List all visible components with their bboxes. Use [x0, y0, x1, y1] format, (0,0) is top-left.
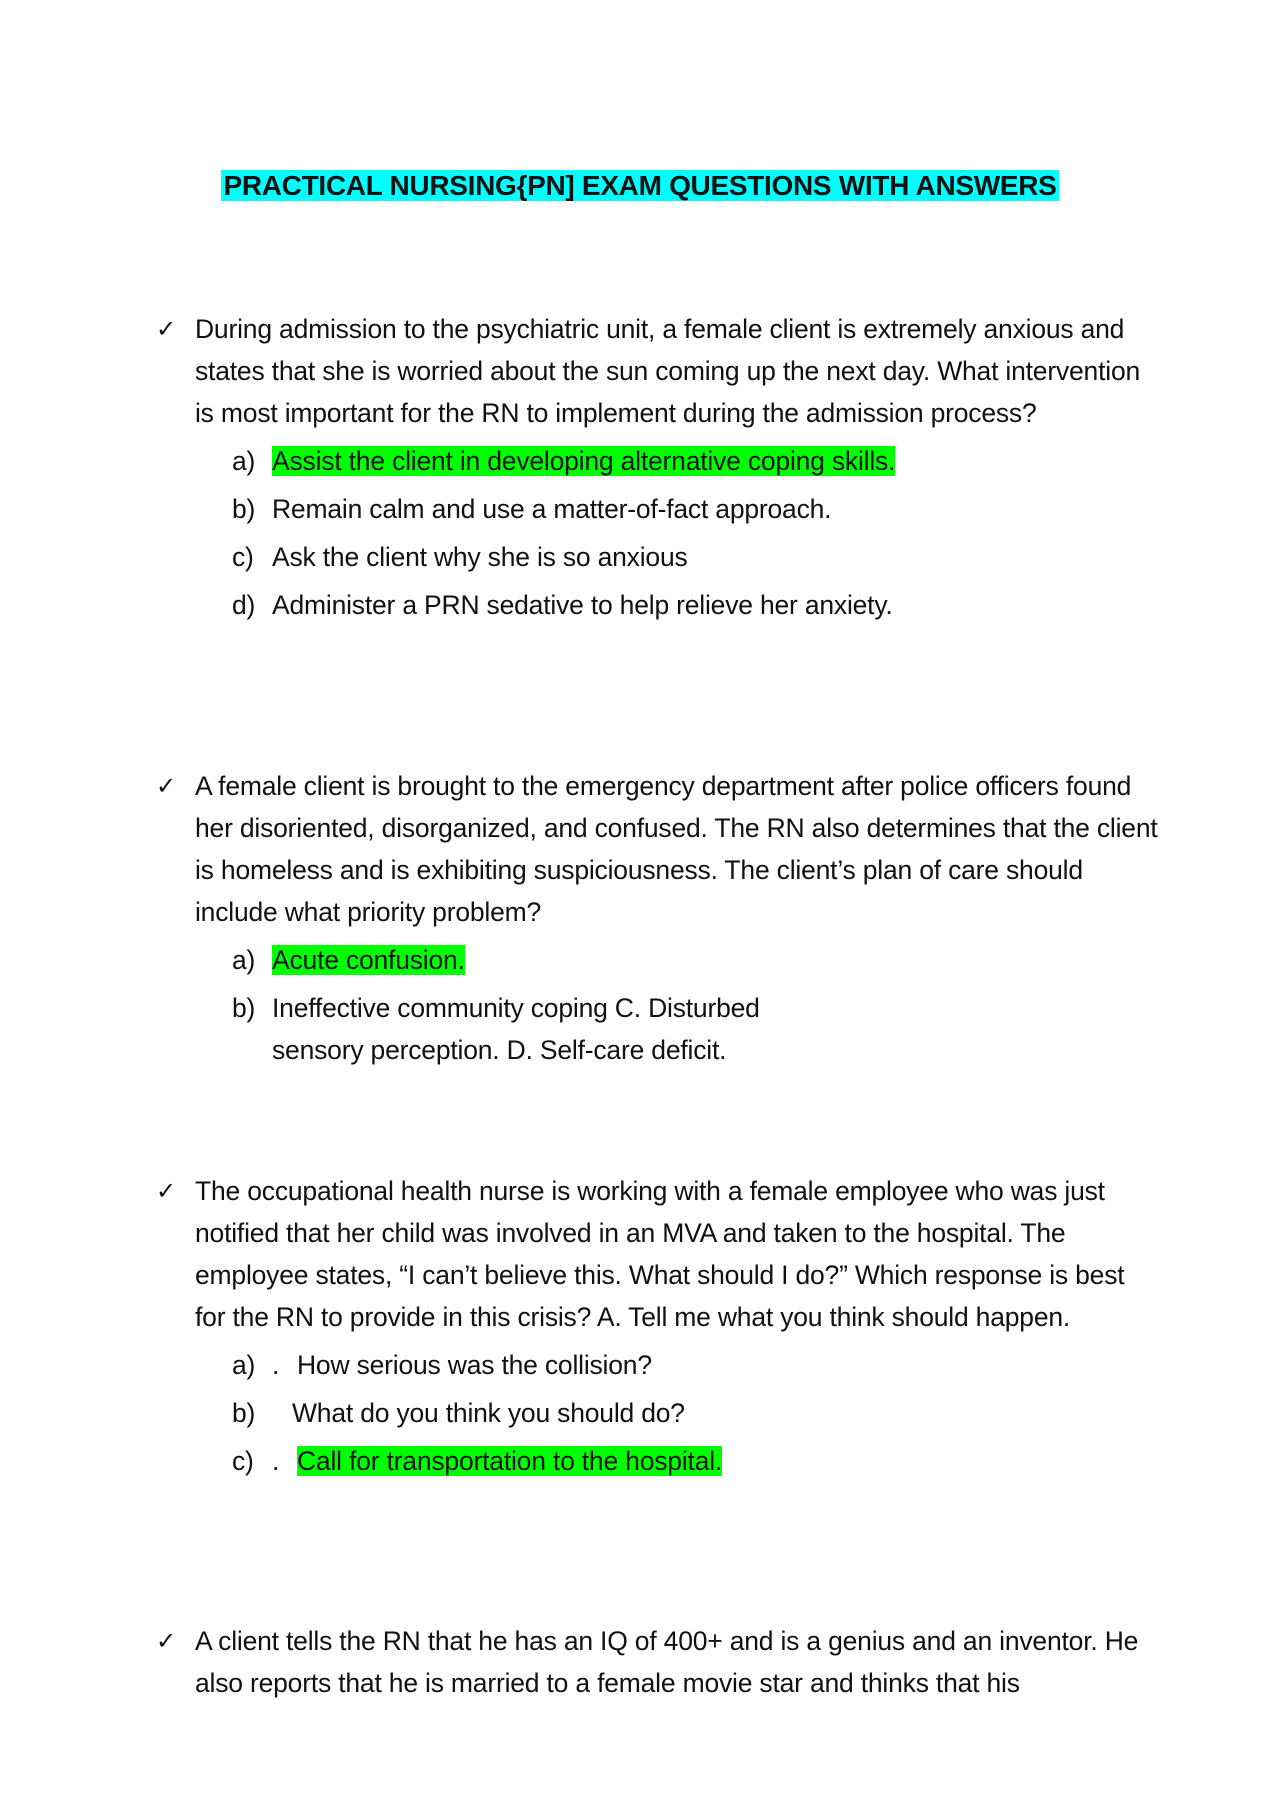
answer-option-b	[232, 488, 1160, 530]
question-text: During admission to the psychiatric unit, a female client is extremely anxious and states that she is worried about the sun coming up the next day. What intervention is most important for the RN to implement during the admission process?	[195, 314, 1141, 428]
answer-option-b	[232, 987, 1160, 1071]
question-text: A client tells the RN that he has an IQ of 400+ and is a genius and an inventor. He also reports that he is married to a female movie star and thinks that his	[195, 1626, 1139, 1698]
option-text: How serious was the collision?	[297, 1350, 652, 1380]
option-text-correct: Acute confusion.	[272, 945, 465, 975]
option-letter: a)	[232, 1350, 256, 1380]
question-3	[150, 1170, 1160, 1488]
question-text: The occupational health nurse is working with a female employee who was just notified that her child was involved in an MVA and taken to the hospital. The employee states, “I can’t believe this. What should I do?” Which response is best for the RN to provide in this crisis? A. Tell me what you think should happen.	[195, 1176, 1125, 1332]
answer-options	[232, 1344, 1160, 1482]
answer-option-a	[232, 440, 1160, 482]
answer-options	[232, 440, 1160, 626]
option-letter: b)	[232, 993, 256, 1023]
option-text: Ask the client why she is so anxious	[272, 542, 688, 572]
option-text-correct: Assist the client in developing alternative coping skills.	[272, 446, 896, 476]
option-letter: b)	[232, 1398, 256, 1428]
option-letter: c)	[232, 1446, 254, 1476]
check-mark-icon: ✓	[156, 1627, 177, 1655]
option-text: What do you think you should do?	[292, 1398, 685, 1428]
option-letter: b)	[232, 494, 256, 524]
check-mark-icon: ✓	[156, 315, 177, 343]
option-text: Ineffective community coping C. Disturbed sensory perception. D. Self-care deficit.	[272, 993, 760, 1065]
page-title	[0, 166, 1280, 206]
option-letter: a)	[232, 945, 256, 975]
answer-option-b	[232, 1392, 1160, 1434]
check-mark-icon: ✓	[156, 772, 177, 800]
question-text: A female client is brought to the emergency department after police officers found her disoriented, disorganized, and confused. The RN also determines that the client is homeless and is exhibiting suspiciousness. The client’s plan of care should include what priority problem?	[195, 771, 1158, 927]
answer-option-a	[232, 1344, 1160, 1386]
option-dot: .	[272, 1446, 280, 1476]
question-4	[150, 1620, 1160, 1704]
answer-options	[232, 939, 1160, 1071]
question-2	[150, 765, 1160, 1077]
answer-option-d	[232, 584, 1160, 626]
answer-option-a	[232, 939, 1160, 981]
answer-option-c	[232, 536, 1160, 578]
question-1	[150, 308, 1160, 632]
option-text: Administer a PRN sedative to help relieve her anxiety.	[272, 590, 893, 620]
option-dot: .	[272, 1350, 280, 1380]
option-letter: a)	[232, 446, 256, 476]
check-mark-icon: ✓	[156, 1177, 177, 1205]
option-text: Remain calm and use a matter-of-fact approach.	[272, 494, 832, 524]
page-title-text: PRACTICAL NURSING{PN] EXAM QUESTIONS WITH ANSWERS	[223, 170, 1057, 201]
answer-option-c	[232, 1440, 1160, 1482]
option-text-correct: Call for transportation to the hospital.	[297, 1446, 723, 1476]
option-letter: d)	[232, 590, 256, 620]
option-letter: c)	[232, 542, 254, 572]
option-dot	[272, 1392, 292, 1434]
